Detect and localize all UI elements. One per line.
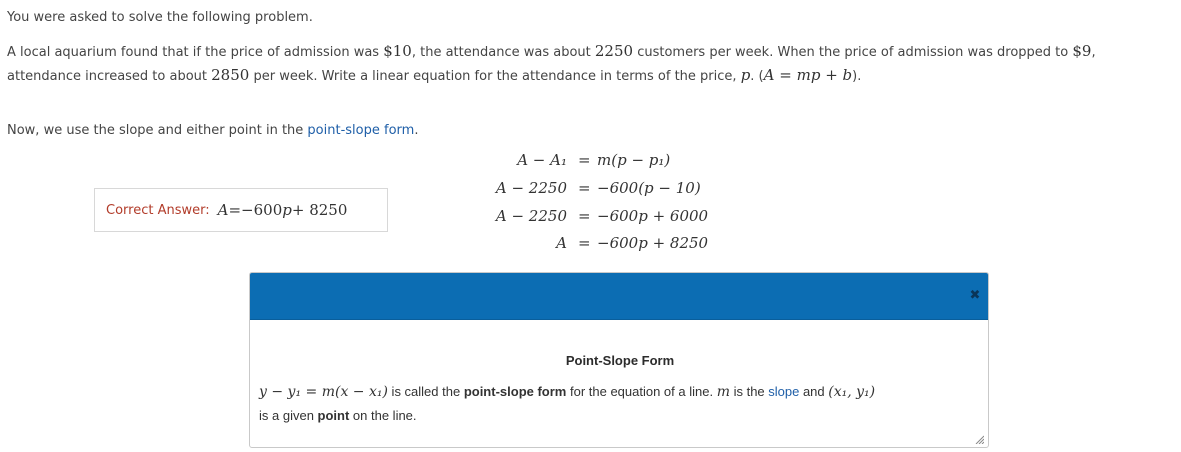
problem-line-1 xyxy=(7,42,1096,60)
popup-text: is called the xyxy=(387,384,464,399)
form-equals: = xyxy=(774,66,797,84)
popup-definition-line-1 xyxy=(259,384,875,400)
attendance-2: 2850 xyxy=(211,66,250,84)
step-equals: = xyxy=(578,207,591,225)
step-rhs: −600(p − 10) xyxy=(597,179,701,197)
form-A: A xyxy=(763,66,775,84)
problem-text: , xyxy=(1091,45,1096,60)
form-plus: + xyxy=(820,66,843,84)
popup-bold-term: point-slope form xyxy=(463,384,567,399)
step-rhs: m(p − p₁) xyxy=(597,151,671,169)
problem-line-2 xyxy=(7,66,861,84)
equation-step-2 xyxy=(430,179,730,199)
slope-link[interactable]: slope xyxy=(768,384,800,399)
correct-answer-label: Correct Answer: xyxy=(106,202,210,218)
answer-p: p xyxy=(282,201,292,219)
attendance-1: 2250 xyxy=(594,42,634,60)
equation-step-4 xyxy=(430,234,730,254)
form-mp: mp xyxy=(796,66,821,84)
popup-text: is the xyxy=(729,384,769,399)
answer-constant: + 8250 xyxy=(291,201,348,219)
problem-text: customers per week. When the price of admission was dropped to xyxy=(633,45,1073,60)
step-rhs: −600p + 6000 xyxy=(597,207,709,225)
step-equals: = xyxy=(578,151,591,169)
step-lhs: A xyxy=(556,234,567,252)
step-lhs: A − A₁ xyxy=(517,151,567,169)
equation-step-3 xyxy=(430,207,730,227)
popup-definition-line-2 xyxy=(259,408,417,423)
popup-header[interactable] xyxy=(250,273,988,320)
point-slope-popup xyxy=(249,272,989,448)
answer-A: A xyxy=(217,201,229,219)
problem-text: A local aquarium found that if the price of admission was xyxy=(7,45,384,60)
price-2: $9 xyxy=(1072,42,1092,60)
intro-text: You were asked to solve the following problem. xyxy=(7,10,313,25)
step-lhs: A − 2250 xyxy=(495,207,567,225)
problem-text: , the attendance was about xyxy=(411,45,595,60)
problem-text: attendance increased to about xyxy=(7,69,212,84)
now-text xyxy=(7,123,418,138)
problem-text: ). xyxy=(852,69,862,84)
popup-text: for the equation of a line. xyxy=(566,384,717,399)
form-b: b xyxy=(842,66,853,84)
variable-p: p xyxy=(740,66,751,84)
problem-text: per week. Write a linear equation for the attendance in terms of the price, xyxy=(249,69,741,84)
equation-step-1 xyxy=(430,151,730,171)
step-rhs: −600p + 8250 xyxy=(597,234,709,252)
step-equals: = xyxy=(578,179,591,197)
problem-text: . ( xyxy=(750,69,764,84)
formula-lhs: y − y₁ xyxy=(259,384,302,400)
popup-m: m xyxy=(716,384,730,400)
now-text-a: Now, we use the slope and either point in the xyxy=(7,123,308,138)
popup-title: Point-Slope Form xyxy=(565,353,675,368)
formula-rhs: m(x − x₁) xyxy=(321,384,388,400)
popup-text: and xyxy=(799,384,829,399)
resize-handle-icon[interactable] xyxy=(974,434,984,444)
close-icon[interactable]: ✖ xyxy=(969,288,981,303)
popup-text: is a given xyxy=(259,408,318,423)
step-equals: = xyxy=(578,234,591,252)
popup-point: (x₁, y₁) xyxy=(828,384,876,400)
answer-equals: = xyxy=(228,201,242,219)
price-1: $10 xyxy=(383,42,412,60)
step-lhs: A − 2250 xyxy=(495,179,567,197)
now-text-b: . xyxy=(414,123,419,138)
popup-text: on the line. xyxy=(349,408,417,423)
popup-bold-point: point xyxy=(317,408,350,423)
formula-equals: = xyxy=(301,384,322,400)
correct-answer-box xyxy=(94,188,388,232)
point-slope-form-link[interactable]: point-slope form xyxy=(307,123,415,138)
answer-coefficient: −600 xyxy=(241,201,283,219)
